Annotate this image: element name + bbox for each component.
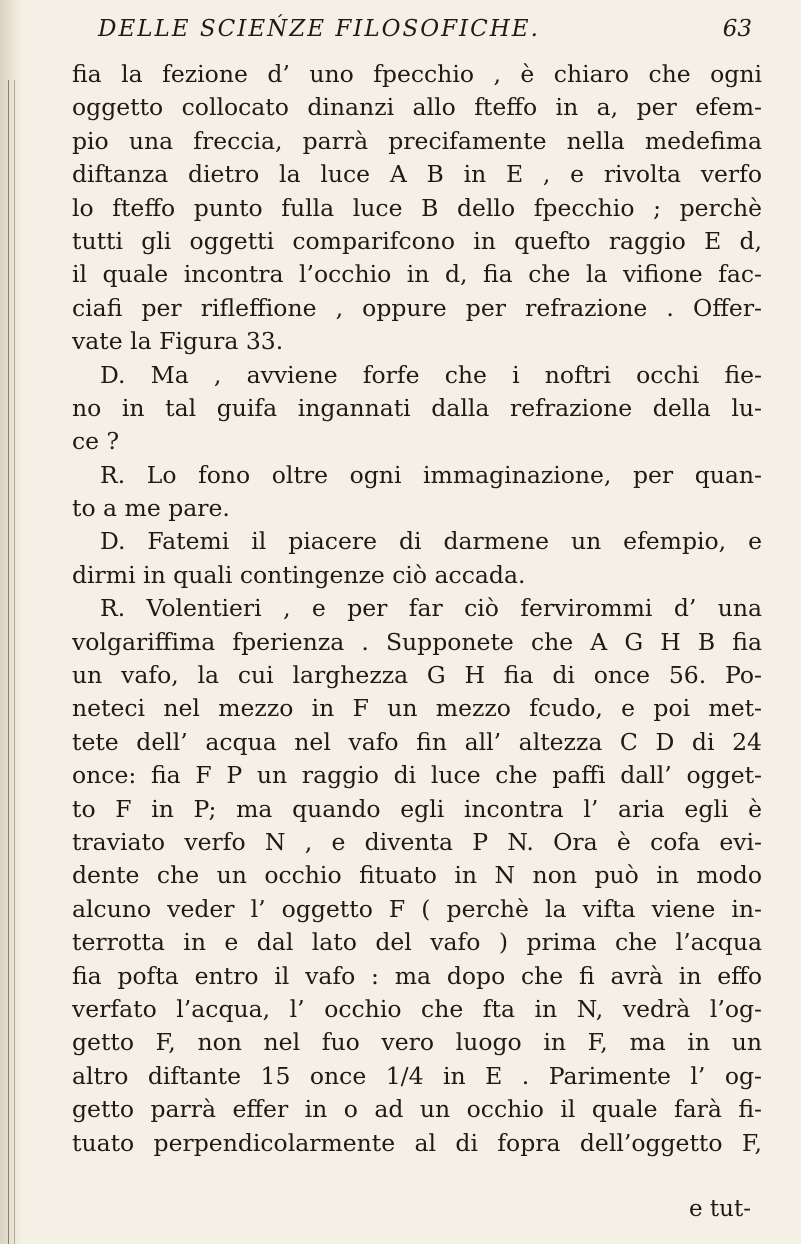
text-line: D. Fatemi il piacere di darmene un efempio, e [100,527,762,556]
text-line: lo fteffo punto fulla luce B dello fpecchio ; perchè [72,193,762,222]
text-line: getto parrà effer in o ad un occhio il quale farà fi- [72,1095,762,1124]
gutter-edge-line [8,80,9,1244]
text-line: to a me pare. [72,494,230,523]
text-line: fia la fezione d’ uno fpecchio , è chiaro che ogni [72,60,762,88]
text-line: traviato verfo N , e diventa P N. Ora è cofa evi- [72,827,762,856]
text-line: once: fia F P un raggio di luce che paffi dall’ ogget- [72,761,762,790]
text-line: D. Ma , avviene forfe che i noftri occhi fie- [100,360,762,389]
running-title: DELLE SCIEŃZE FILOSOFICHE. [98,16,540,42]
text-line: volgariffima fperienza . Supponete che A G H B fia [72,627,762,656]
text-line: verfato l’acqua, l’ occhio che fta in N, vedrà l’og- [72,994,762,1023]
text-line: R. Lo fono oltre ogni immaginazione, per quan- [100,460,762,489]
page-gutter [0,0,22,1244]
text-line: un vafo, la cui larghezza G H fia di once 56. Po- [72,661,762,690]
text-line: tete dell’ acqua nel vafo fin all’ altezza C D di 24 [72,727,762,756]
text-line: alcuno veder l’ oggetto F ( perchè la vifta viene in- [72,894,762,923]
text-line: terrotta in e dal lato del vafo ) prima che l’acqua [72,928,762,957]
text-line: dente che un occhio fituato in N non può in modo [72,861,762,890]
page-number: 63 [722,16,752,42]
text-line: il quale incontra l’occhio in d, fia che la vifione fac- [72,260,762,289]
text-line: diftanza dietro la luce A B in E , e rivolta verfo [72,160,762,189]
text-line: ciafi per rifleffione , oppure per refrazione . Offer- [72,293,762,322]
text-line: getto F, non nel fuo vero luogo in F, ma in un [72,1028,762,1057]
text-line: fia pofta entro il vafo : ma dopo che fi avrà in effo [72,961,762,990]
text-line: tuato perpendicolarmente al di fopra dell’oggetto F, [72,1128,762,1157]
text-line: altro diftante 15 once 1/4 in E . Parimente l’ og- [72,1061,762,1090]
gutter-edge-line [14,80,15,1244]
page-header [72,16,752,56]
text-line: to F in P; ma quando egli incontra l’ aria egli è [72,794,762,823]
text-line: ce ? [72,427,120,456]
catchword: e tut- [689,1196,751,1222]
text-line: vate la Figura 33. [72,327,284,356]
text-line: oggetto collocato dinanzi allo fteffo in a, per efem- [72,93,762,122]
text-line: R. Volentieri , e per far ciò fervirommi d’ una [100,594,762,623]
text-line: dirmi in quali contingenze ciò accada. [72,560,526,589]
body-text [72,58,762,1160]
text-line: no in tal guifa ingannati dalla refrazione della lu- [72,393,762,422]
text-line: tutti gli oggetti comparifcono in quefto raggio E d, [72,226,762,255]
text-line: pio una freccia, parrà precifamente nella medefima [72,126,762,155]
text-line: neteci nel mezzo in F un mezzo fcudo, e poi met- [72,694,762,723]
